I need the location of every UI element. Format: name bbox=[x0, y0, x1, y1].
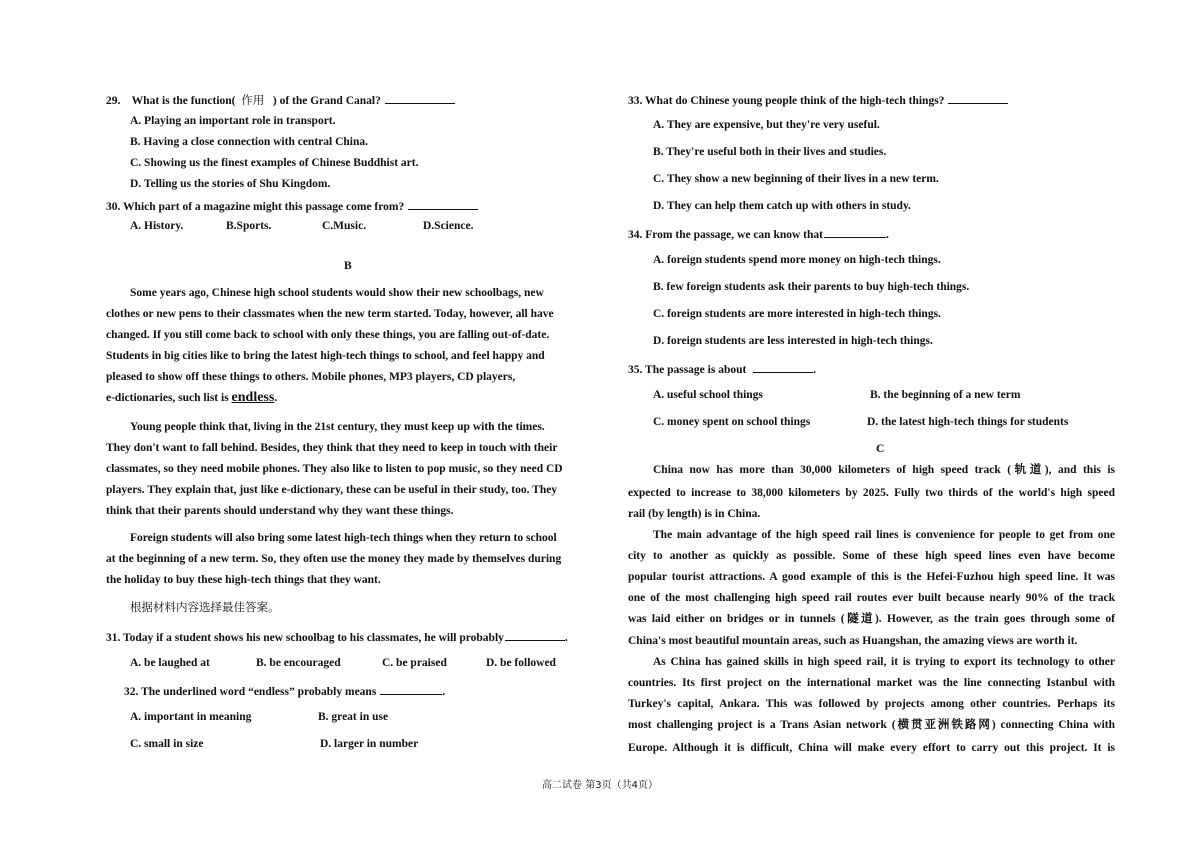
passage-c-line: one of the most challenging high speed rail routes ever built because nearly 90% of the track bbox=[628, 592, 1115, 604]
q31-option-c: C. be praised bbox=[382, 657, 447, 669]
q30-option-b: B.Sports. bbox=[226, 220, 272, 232]
passage-c-line: city to another as quickly as possible. Some of these high speed lines even have become bbox=[628, 550, 1115, 562]
q34-option-d: D. foreign students are less interested in high-tech things. bbox=[653, 335, 933, 347]
passage-c-line: expected to increase to 38,000 kilometers by 2025. Fully two thirds of the world's high speed bbox=[628, 487, 1115, 499]
answer-blank bbox=[753, 361, 813, 373]
q33-option-c: C. They show a new beginning of their lives in a new term. bbox=[653, 173, 939, 185]
q33-option-a: A. They are expensive, but they're very useful. bbox=[653, 119, 880, 131]
q29-option-b: B. Having a close connection with central China. bbox=[130, 136, 368, 148]
passage-b-line: Students in big cities like to bring the latest high-tech things to school, and feel happy and bbox=[106, 350, 545, 362]
q33-option-b: B. They're useful both in their lives and studies. bbox=[653, 146, 887, 158]
q32-option-d: D. larger in number bbox=[320, 738, 419, 750]
underlined-word: endless bbox=[231, 390, 275, 405]
passage-b-line: pleased to show off these things to others. Mobile phones, MP3 players, CD players, bbox=[106, 371, 516, 383]
q33-option-d: D. They can help them catch up with others in study. bbox=[653, 200, 911, 212]
passage-b-line: at the beginning of a new term. So, they often use the money they made by themselves during bbox=[106, 553, 562, 565]
q34-option-a: A. foreign students spend more money on high-tech things. bbox=[653, 254, 941, 266]
q35-option-b: B. the beginning of a new term bbox=[870, 389, 1021, 401]
question-30-stem: 30. Which part of a magazine might this passage come from? bbox=[106, 198, 478, 214]
q30-option-a: A. History. bbox=[130, 220, 184, 232]
passage-b-line: think that their parents should understand why they want these things. bbox=[106, 505, 454, 517]
q29-option-d: D. Telling us the stories of Shu Kingdom. bbox=[130, 178, 331, 190]
passage-b-line: They don't want to fall behind. Besides, they think that they need to keep in touch with their bbox=[106, 442, 558, 454]
answer-blank bbox=[385, 92, 455, 104]
passage-c-line: Turkey's capital, Ankara. This was followed by projects among other countries. Perhaps its bbox=[628, 698, 1115, 710]
passage-b-line: Foreign students will also bring some latest high-tech things when they return to school bbox=[130, 532, 557, 544]
q35-option-c: C. money spent on school things bbox=[653, 416, 811, 428]
answer-blank bbox=[948, 92, 1008, 104]
passage-c-line: popular tourist attractions. A good example of this is the Hefei-Fuzhou high speed line. It was bbox=[628, 571, 1115, 583]
passage-c-line: countries. Its first project on the international market was the line connecting Istanbul with bbox=[628, 677, 1115, 689]
q30-option-c: C.Music. bbox=[322, 220, 367, 232]
section-c-heading: C bbox=[876, 443, 885, 455]
passage-b-line: changed. If you still come back to school with only these things, you are falling out-of-date. bbox=[106, 329, 550, 341]
answer-blank bbox=[408, 198, 478, 210]
passage-c-line: most challenging project is a Trans Asian network (横贯亚洲铁路网) connecting China with bbox=[628, 719, 1115, 731]
passage-b-line: classmates, so they need mobile phones. They also like to listen to pop music, so they need CD bbox=[106, 463, 563, 475]
passage-c-line: China's most beautiful mountain areas, such as Huangshan, the amazing views are worth it. bbox=[628, 635, 1078, 647]
q32-option-b: B. great in use bbox=[318, 711, 389, 723]
passage-b-line: Some years ago, Chinese high school students would show their new schoolbags, new bbox=[130, 287, 544, 299]
q31-option-a: A. be laughed at bbox=[130, 657, 210, 669]
q29-option-a: A. Playing an important role in transport. bbox=[130, 115, 336, 127]
question-35-stem: 35. The passage is about . bbox=[628, 361, 816, 377]
q35-option-d: D. the latest high-tech things for students bbox=[867, 416, 1069, 428]
q32-option-a: A. important in meaning bbox=[130, 711, 252, 723]
q32-option-c: C. small in size bbox=[130, 738, 204, 750]
q34-option-b: B. few foreign students ask their parents to buy high-tech things. bbox=[653, 281, 970, 293]
answer-blank bbox=[380, 683, 442, 695]
passage-b-line: players. They explain that, just like e-dictionary, these can be useful in their study, too. They bbox=[106, 484, 558, 496]
instruction: 根据材料内容选择最佳答案。 bbox=[130, 600, 280, 614]
answer-blank bbox=[824, 226, 886, 238]
passage-c-line: rail (by length) is in China. bbox=[628, 508, 761, 520]
question-32-stem: 32. The underlined word “endless” probably means . bbox=[124, 683, 445, 699]
question-29-stem: 29. What is the function( 作用 ) of the Grand Canal? bbox=[106, 92, 455, 108]
q30-option-d: D.Science. bbox=[423, 220, 474, 232]
passage-b-line: the holiday to buy these high-tech things that they want. bbox=[106, 574, 381, 586]
passage-b-line: clothes or new pens to their classmates when the new term started. Today, however, all have bbox=[106, 308, 554, 320]
passage-c-line: As China has gained skills in high speed rail, it is trying to export its technology to other bbox=[653, 656, 1115, 668]
passage-c-line: China now has more than 30,000 kilometers of high speed track (轨道), and this is bbox=[653, 464, 1115, 476]
passage-c-line: The main advantage of the high speed rail lines is convenience for people to get from one bbox=[653, 529, 1115, 541]
passage-b-line: e-dictionaries, such list is endless. bbox=[106, 390, 278, 405]
section-b-heading: B bbox=[344, 260, 352, 272]
q31-option-b: B. be encouraged bbox=[256, 657, 341, 669]
passage-c-line: was laid either on bridges or in tunnels (隧道). However, as the train goes through some of bbox=[628, 613, 1115, 625]
question-34-stem: 34. From the passage, we can know that . bbox=[628, 226, 889, 242]
answer-blank bbox=[505, 629, 565, 641]
q35-option-a: A. useful school things bbox=[653, 389, 763, 401]
question-31-stem: 31. Today if a student shows his new schoolbag to his classmates, he will probably . bbox=[106, 629, 568, 645]
page-footer: 高二试卷 第3页（共4页） bbox=[542, 780, 658, 791]
q34-option-c: C. foreign students are more interested in high-tech things. bbox=[653, 308, 941, 320]
q29-option-c: C. Showing us the finest examples of Chinese Buddhist art. bbox=[130, 157, 419, 169]
passage-b-line: Young people think that, living in the 21st century, they must keep up with the times. bbox=[130, 421, 545, 433]
question-33-stem: 33. What do Chinese young people think of the high-tech things? bbox=[628, 92, 1008, 108]
q31-option-d: D. be followed bbox=[486, 657, 556, 669]
passage-c-line: Europe. Although it is difficult, China will make every effort to carry out this project. It is bbox=[628, 742, 1115, 754]
